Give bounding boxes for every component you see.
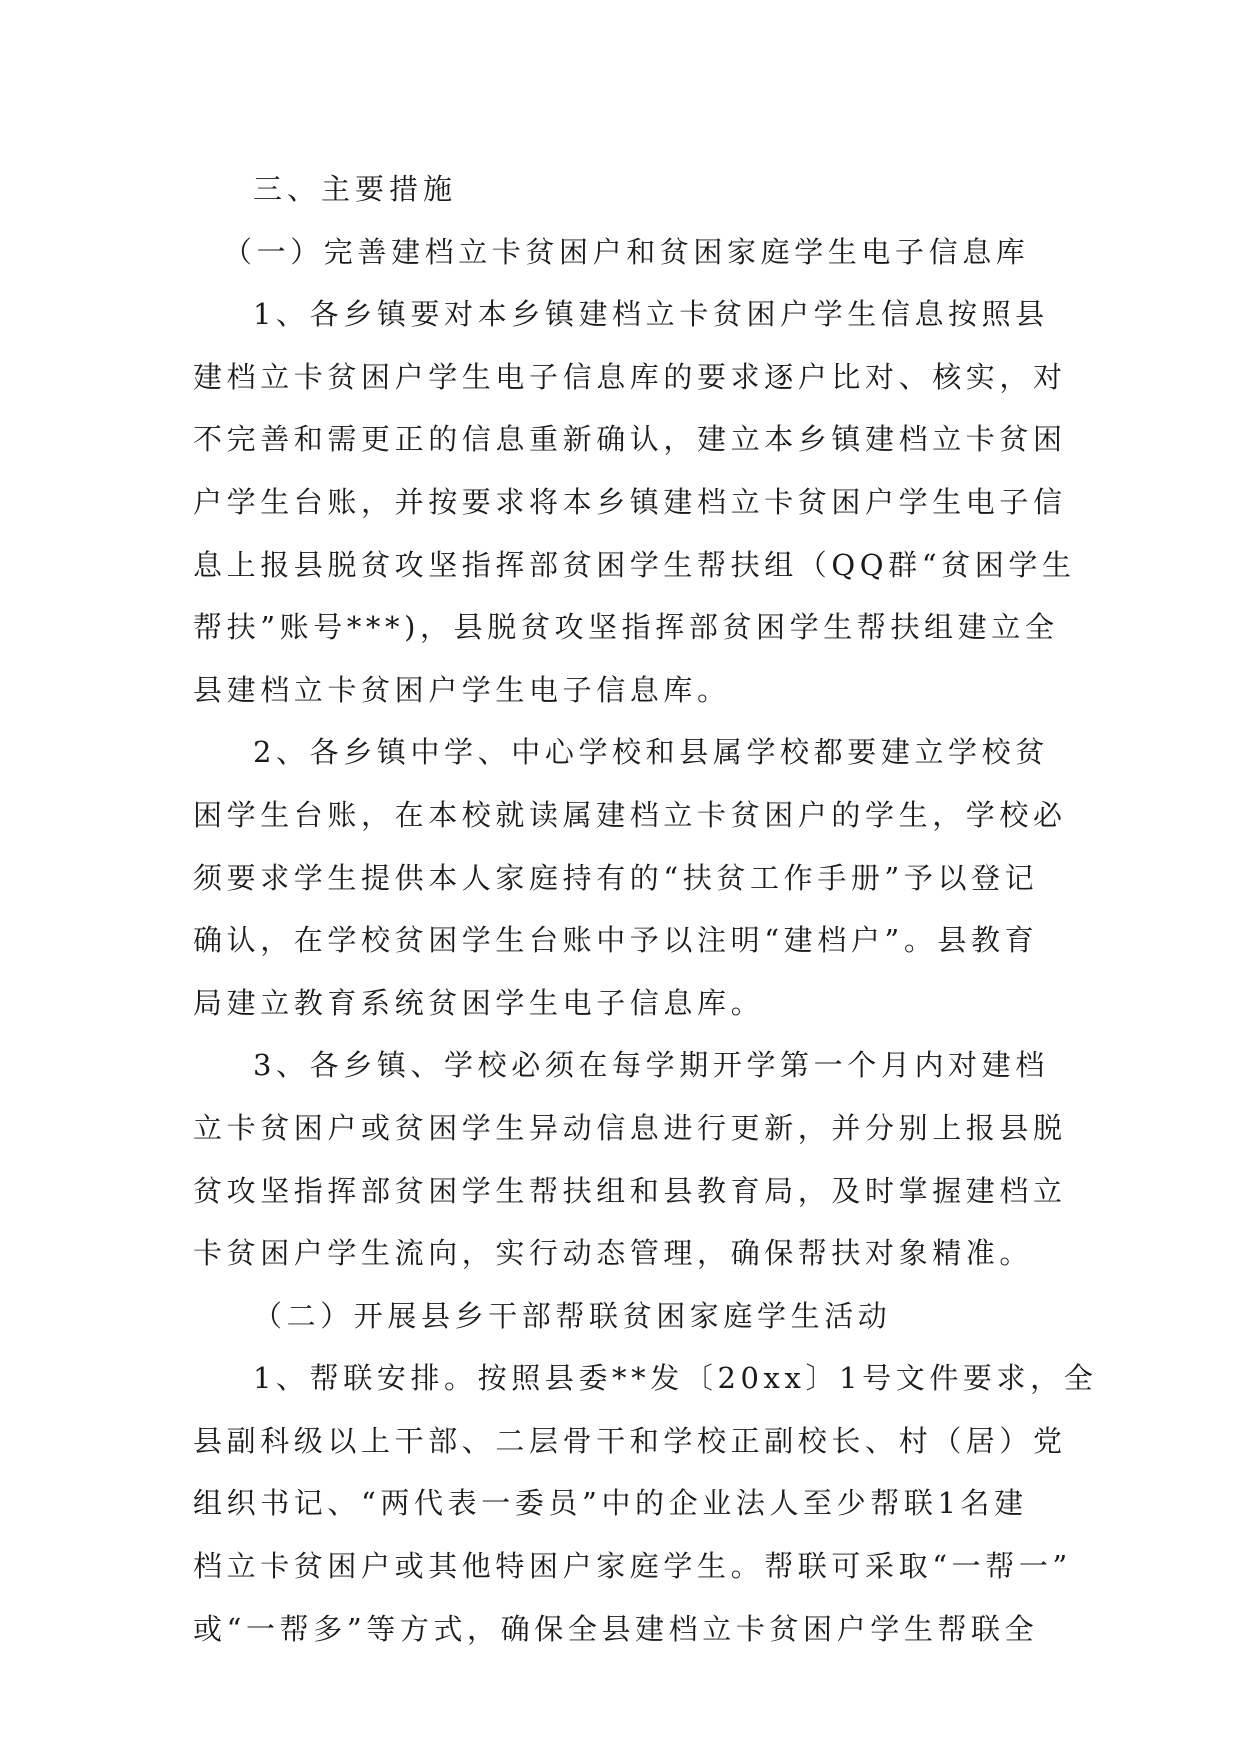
paragraph-line: 须要求学生提供本人家庭持有的“扶贫工作手册”予以登记	[193, 860, 1039, 895]
paragraph-line: 贫攻坚指挥部贫困学生帮扶组和县教育局，及时掌握建档立	[193, 1173, 1067, 1208]
paragraph-line: 县建档立卡贫困户学生电子信息库。	[193, 672, 731, 707]
paragraph-line: 组织书记、“两代表一委员”中的企业法人至少帮联1名建	[193, 1486, 1028, 1521]
paragraph-line: 3、各乡镇、学校必须在每学期开学第一个月内对建档	[253, 1048, 1049, 1083]
paragraph-line: 县副科级以上干部、二层骨干和学校正副校长、村（居）党	[193, 1423, 1067, 1458]
document-body	[193, 158, 1098, 1660]
paragraph-line: 户学生台账，并按要求将本乡镇建档立卡贫困户学生电子信	[193, 484, 1067, 519]
paragraph-line: 2、各乡镇中学、中心学校和县属学校都要建立学校贫	[253, 735, 1049, 770]
paragraph-1-3	[193, 1034, 1067, 1284]
paragraph-line: 困学生台账，在本校就读属建档立卡贫困户的学生，学校必	[193, 797, 1067, 832]
paragraph-line: 不完善和需更正的信息重新确认，建立本乡镇建档立卡贫困	[193, 422, 1067, 457]
paragraph-line: 帮扶”账号***)，县脱贫攻坚指挥部贫困学生帮扶组建立全	[193, 610, 1059, 645]
paragraph-1-2	[193, 721, 1067, 1034]
section-heading: 三、主要措施	[253, 172, 458, 206]
subsection-title-1: （一）完善建档立卡贫困户和贫困家庭学生电子信息库	[223, 234, 1030, 269]
paragraph-line: 1、各乡镇要对本乡镇建档立卡贫困户学生信息按照县	[253, 297, 1049, 332]
paragraph-line: 立卡贫困户或贫困学生异动信息进行更新，并分别上报县脱	[193, 1110, 1067, 1145]
paragraph-line: 建档立卡贫困户学生电子信息库的要求逐户比对、核实，对	[193, 359, 1067, 394]
paragraph-line: 卡贫困户学生流向，实行动态管理，确保帮扶对象精准。	[193, 1236, 1034, 1271]
paragraph-line: 局建立教育系统贫困学生电子信息库。	[193, 985, 765, 1020]
paragraph-line: 或“一帮多”等方式，确保全县建档立卡贫困户学生帮联全	[193, 1611, 1039, 1646]
paragraph-line: 确认，在学校贫困学生台账中予以注明“建档户”。县教育	[193, 923, 1039, 958]
paragraph-1-1	[193, 283, 1076, 721]
paragraph-line: 档立卡贫困户或其他特困户家庭学生。帮联可采取“一帮一”	[193, 1549, 1072, 1584]
subsection-title-2: （二）开展县乡干部帮联贫困家庭学生活动	[253, 1298, 892, 1333]
paragraph-2-1	[193, 1347, 1098, 1660]
paragraph-line: 息上报县脱贫攻坚指挥部贫困学生帮扶组（QQ群“贫困学生	[193, 547, 1076, 582]
paragraph-line: 1、帮联安排。按照县委**发〔20xx〕1号文件要求，全	[253, 1361, 1098, 1396]
